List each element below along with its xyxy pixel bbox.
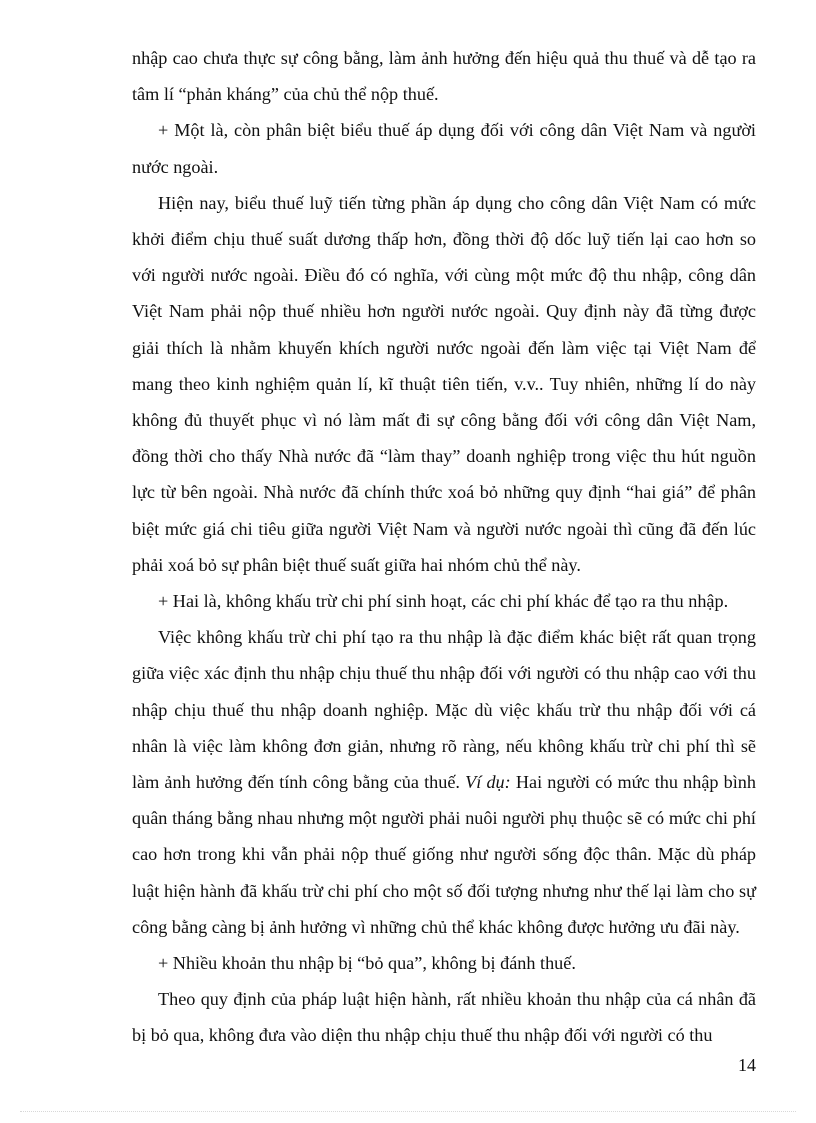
page-bottom-divider	[20, 1111, 796, 1112]
document-body	[132, 40, 756, 1054]
paragraph-deduction-after: Hai người có mức thu nhập bình quân tháng bằng nhau nhưng một người phải nuôi người phụ thuộc sẽ có mức chi phí cao hơn trong khi vẫn phải nộp thuế giống như người sống độc thân. Mặc dù pháp luật hiện hành đã khấu trừ chi phí cho một số đối tượng nhưng như thế lại làm cho sự công bằng càng bị ảnh hưởng vì những chủ thể khác không được hưởng ưu đãi này.	[132, 772, 756, 937]
paragraph-point-two: + Hai là, không khấu trừ chi phí sinh hoạt, các chi phí khác để tạo ra thu nhập.	[158, 591, 729, 612]
paragraph-deduction-before: Việc không khấu trừ chi phí tạo ra thu nhập là đặc điểm khác biệt rất quan trọng giữa việc xác định thu nhập chịu thuế thu nhập đối với người có thu nhập cao với thu nhập chịu thuế thu nhập doanh nghiệp. Mặc dù việc khấu trừ thu nhập đối với cá nhân là việc làm không đơn giản, nhưng rõ ràng, nếu không khấu trừ chi phí thì sẽ làm ảnh hưởng đến tính công bằng của thuế.	[132, 627, 756, 793]
example-label: Ví dụ:	[465, 772, 511, 793]
paragraph-current-law: Theo quy định của pháp luật hiện hành, rất nhiều khoản thu nhập của cá nhân đã bị bỏ qua, không đưa vào diện thu nhập chịu thuế thu nhập đối với người có thu	[132, 989, 756, 1046]
paragraph-point-three: + Nhiều khoản thu nhập bị “bỏ qua”, không bị đánh thuế.	[158, 953, 576, 974]
paragraph-deduction	[132, 619, 756, 945]
paragraph-tax-schedule: Hiện nay, biểu thuế luỹ tiến từng phần áp dụng cho công dân Việt Nam có mức khởi điểm chịu thuế suất dương thấp hơn, đồng thời độ dốc luỹ tiến lại cao hơn so với người nước ngoài. Điều đó có nghĩa, với cùng một mức độ thu nhập, công dân Việt Nam phải nộp thuế nhiều hơn người nước ngoài. Quy định này đã từng được giải thích là nhằm khuyến khích người nước ngoài đến làm việc tại Việt Nam để mang theo kinh nghiệm quản lí, kĩ thuật tiên tiến, v.v.. Tuy nhiên, những lí do này không đủ thuyết phục vì nó làm mất đi sự công bằng đối với công dân Việt Nam, đồng thời cho thấy Nhà nước đã “làm thay” doanh nghiệp trong việc thu hút nguồn lực từ bên ngoài. Nhà nước đã chính thức xoá bỏ những quy định “hai giá” để phân biệt mức giá chi tiêu giữa người Việt Nam và người nước ngoài thì cũng đã đến lúc phải xoá bỏ sự phân biệt thuế suất giữa hai nhóm chủ thể này.	[132, 192, 756, 575]
paragraph-continuation: nhập cao chưa thực sự công bằng, làm ảnh hưởng đến hiệu quả thu thuế và dễ tạo ra tâm lí “phản kháng” của chủ thể nộp thuế.	[132, 48, 756, 105]
paragraph-point-one: + Một là, còn phân biệt biểu thuế áp dụng đối với công dân Việt Nam và người nước ngoài.	[132, 120, 756, 177]
page-number: 14	[738, 1055, 756, 1075]
